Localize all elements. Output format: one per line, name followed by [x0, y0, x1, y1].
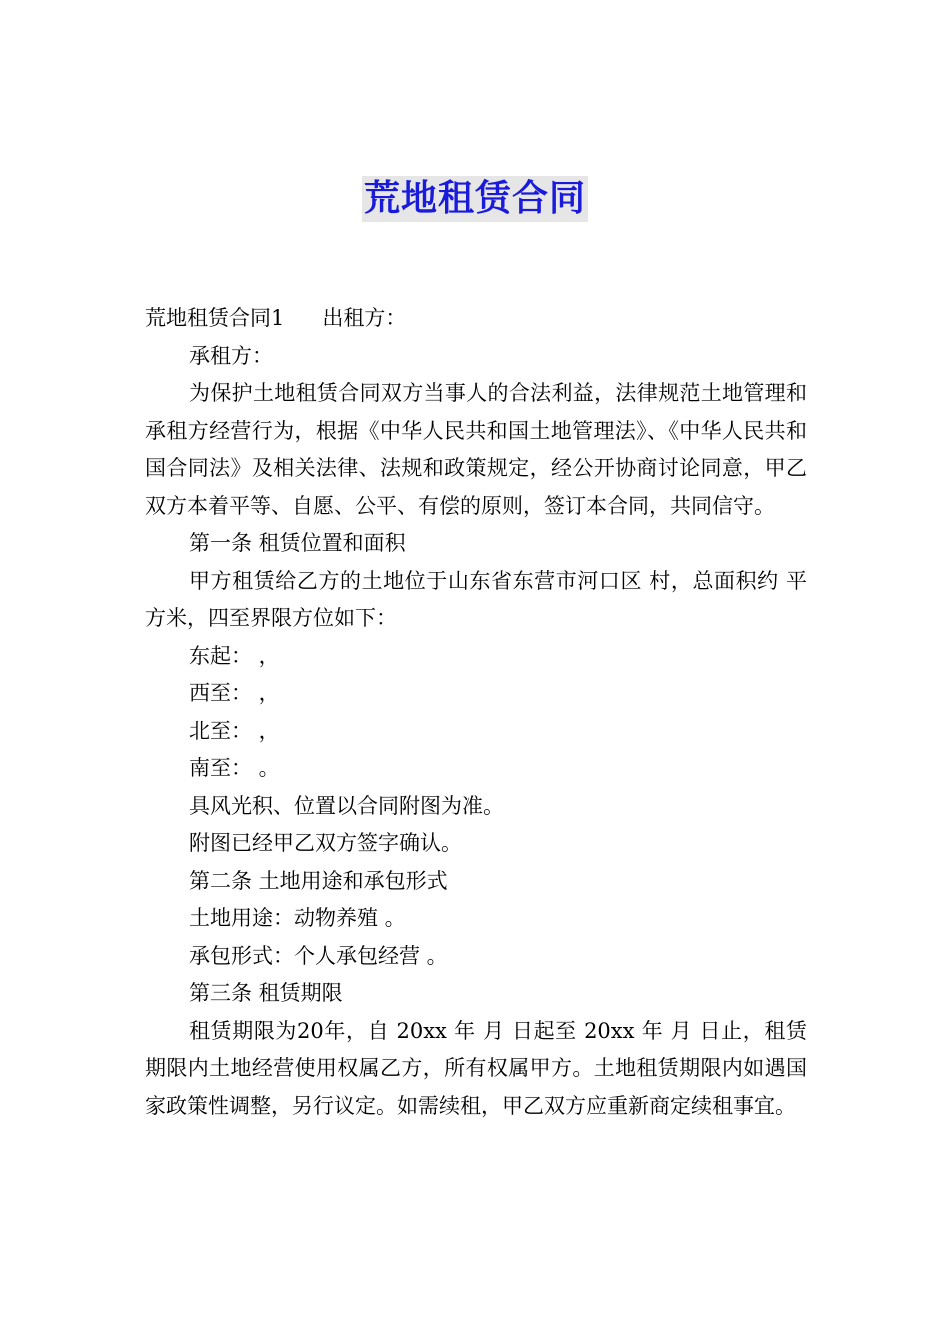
- land-use: 土地用途：动物养殖 。: [189, 906, 406, 930]
- boundary-south: 南至： 。: [189, 756, 280, 780]
- contract-heading-line: [145, 300, 807, 338]
- boundary-east: 东起： ，: [189, 643, 280, 668]
- contract-subtitle: 荒地租赁合同1: [145, 306, 285, 330]
- document-body: [145, 300, 807, 1125]
- preamble-paragraph: 为保护土地租赁合同双方当事人的合法利益，法律规范土地管理和承租方经营行为，根据《中华人民共和国土地管理法》、《中华人民共和国合同法》及相关法律、法规和政策规定，经公开协商讨论同意，甲乙双方本着平等、自愿、公平、有偿的原则，签订本合同，共同信守。: [145, 381, 807, 518]
- location-paragraph: 甲方租赁给乙方的土地位于山东省东营市河口区 村，总面积约 平方米，四至界限方位如下：: [145, 568, 807, 630]
- article-2-heading: 第二条 土地用途和承包形式: [189, 868, 448, 893]
- map-confirmation: 附图已经甲乙双方签字确认。: [189, 831, 462, 855]
- area-note: 具风光积、位置以合同附图为准。: [189, 793, 504, 818]
- lessee-label: 承租方：: [189, 343, 273, 368]
- document-title: 荒地租赁合同: [362, 176, 588, 222]
- boundary-west: 西至： ，: [189, 681, 280, 705]
- title-container: [0, 176, 950, 222]
- article-3-heading: 第三条 租赁期限: [189, 981, 343, 1005]
- contract-form: 承包形式：个人承包经营 。: [189, 943, 448, 968]
- article-1-heading: 第一条 租赁位置和面积: [189, 531, 406, 555]
- lease-term-paragraph: 租赁期限为20年，自 20xx 年 月 日起至 20xx 年 月 日止，租赁期限内土地经营使用权属乙方，所有权属甲方。土地租赁期限内如遇国家政策性调整，另行议定。如需续租，甲乙双方应重新商定续租事宜。: [145, 1018, 807, 1118]
- boundary-north: 北至： ，: [189, 718, 280, 743]
- lessor-label: 出租方：: [322, 306, 407, 330]
